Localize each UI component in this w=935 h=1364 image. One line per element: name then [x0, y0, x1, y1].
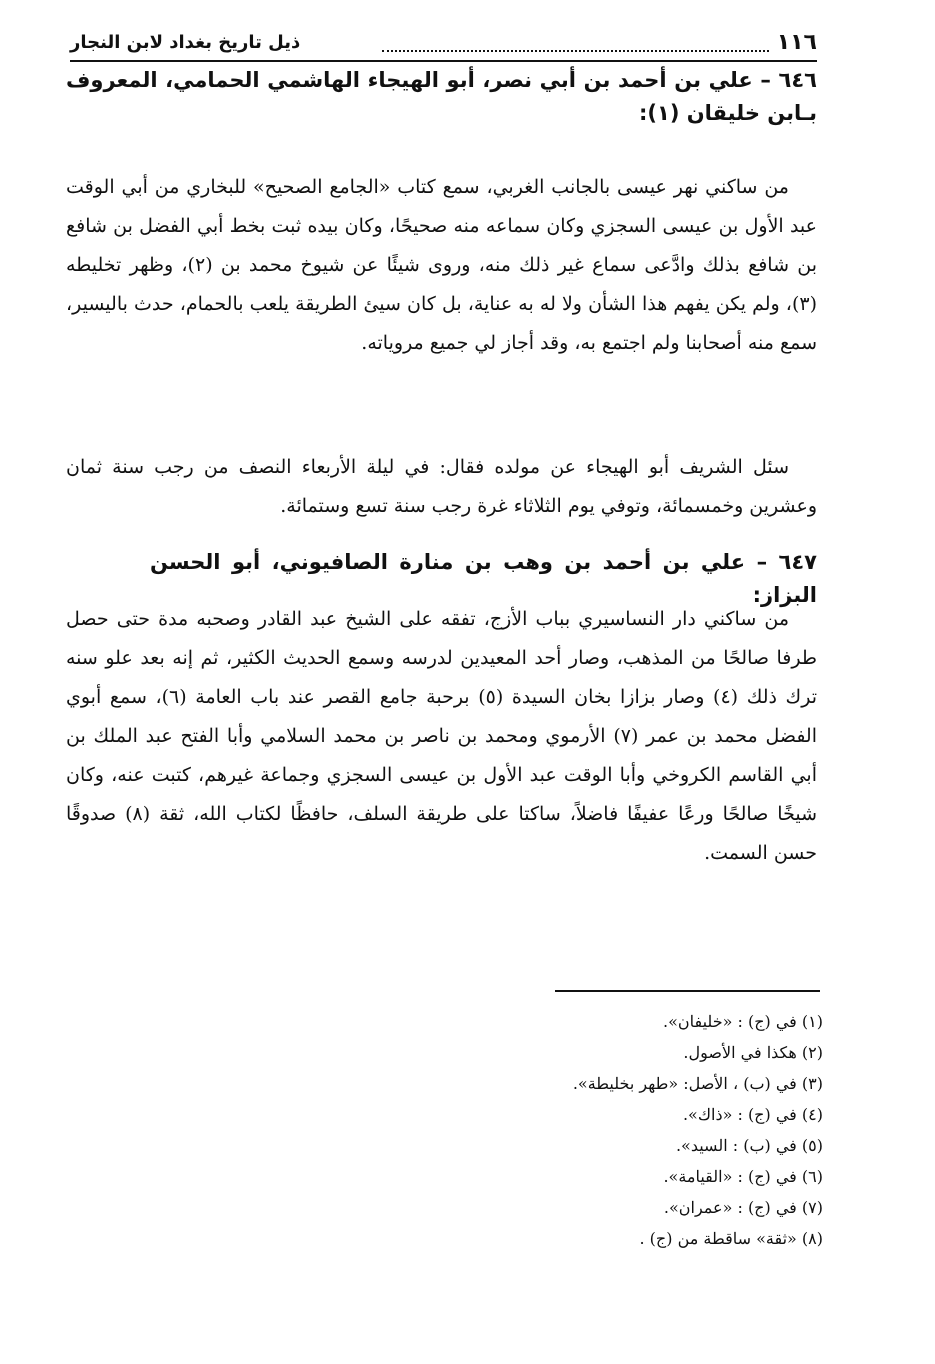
- footnote: (٥) في (ب) : السيد».: [675, 1136, 823, 1155]
- footnote: (٦) في (ج) : «القيامة».: [663, 1167, 823, 1186]
- footnote: (٧) في (ج) : «عمران».: [663, 1198, 823, 1217]
- entry-647-heading: ٦٤٧ – علي بن أحمد بن وهب بن منارة الصافيوني، أبو الحسن البزاز:: [150, 550, 817, 607]
- entry-646-paragraph-2: سئل الشريف أبو الهيجاء عن مولده فقال: في ليلة الأربعاء النصف من رجب سنة ثمان وعشرين وخمسمائة، وتوفي يوم الثلاثاء غرة رجب سنة تسع وستمائة.: [66, 456, 817, 517]
- footnote: (٤) في (ج) : «ذاك».: [682, 1105, 823, 1124]
- header-dot-leader: [382, 50, 769, 52]
- footnote: (١) في (ج) : «خليفان».: [662, 1012, 823, 1031]
- running-title: ذيل تاريخ بغداد لابن النجار: [70, 32, 301, 53]
- footnote: (٨) «ثقة» ساقطة من (ج) .: [639, 1229, 823, 1248]
- footnote: (٣) في (ب) ، الأصل: «طهر بخليطة».: [572, 1074, 823, 1093]
- page-number: ١١٦: [776, 30, 817, 55]
- running-header: [70, 28, 817, 62]
- footnotes-list: [420, 1006, 823, 1254]
- entry-646-paragraph-1: من ساكني نهر عيسى بالجانب الغربي، سمع كتاب «الجامع الصحيح» للبخاري من أبي الوقت عبد الأول بن عيسى السجزي وكان سماعه منه صحيحًا، وكان بيده ثبت بخط أبي الفضل بن شافع بن شافع بذلك وادَّعى سماع غير ذلك منه، وروى شيئًا عن شيوخ محمد بن (٢)، وظهر تخليطه (٣)، ولم يكن يفهم هذا الشأن ولا له به عناية، بل كان سيئ الطريقة يلعب بالحمام، حدث باليسير، سمع منه أصحابنا ولم اجتمع به، وقد أجاز لي جميع مروياته.: [66, 176, 817, 354]
- footnote: (٢) هكذا في الأصول.: [683, 1043, 823, 1062]
- entry-647-paragraph-1: من ساكني دار النساسيري بباب الأزج، تفقه على الشيخ عبد القادر وصحبه مدة حتى حصل طرفا صالحًا من المذهب، وصار أحد المعيدين لدرسه وسمع الحديث الكثير، ثم إنه بعد علو سنه ترك ذلك (٤) وصار بزازا بخان السيدة (٥) برحبة جامع القصر عند باب العامة (٦)، سمع أبوي الفضل محمد بن عمر (٧) الأرموي ومحمد بن ناصر بن محمد السلامي وأبا الفتح عبد الملك بن أبي القاسم الكروخي وأبا الوقت عبد الأول بن عيسى السجزي وجماعة غيرهم، كتبت عنه، وكان شيخًا صالحًا ورعًا عفيفًا فاضلاً، ساكتا على طريقة السلف، حافظًا لكتاب الله، ثقة (٨) صدوقًا حسن السمت.: [66, 608, 818, 864]
- entry-646-heading: ٦٤٦ – علي بن أحمد بن أبي نصر، أبو الهيجاء الهاشمي الحمامي، المعروف بـابن خليقان (١):: [66, 68, 817, 125]
- footnote-separator: [555, 990, 820, 992]
